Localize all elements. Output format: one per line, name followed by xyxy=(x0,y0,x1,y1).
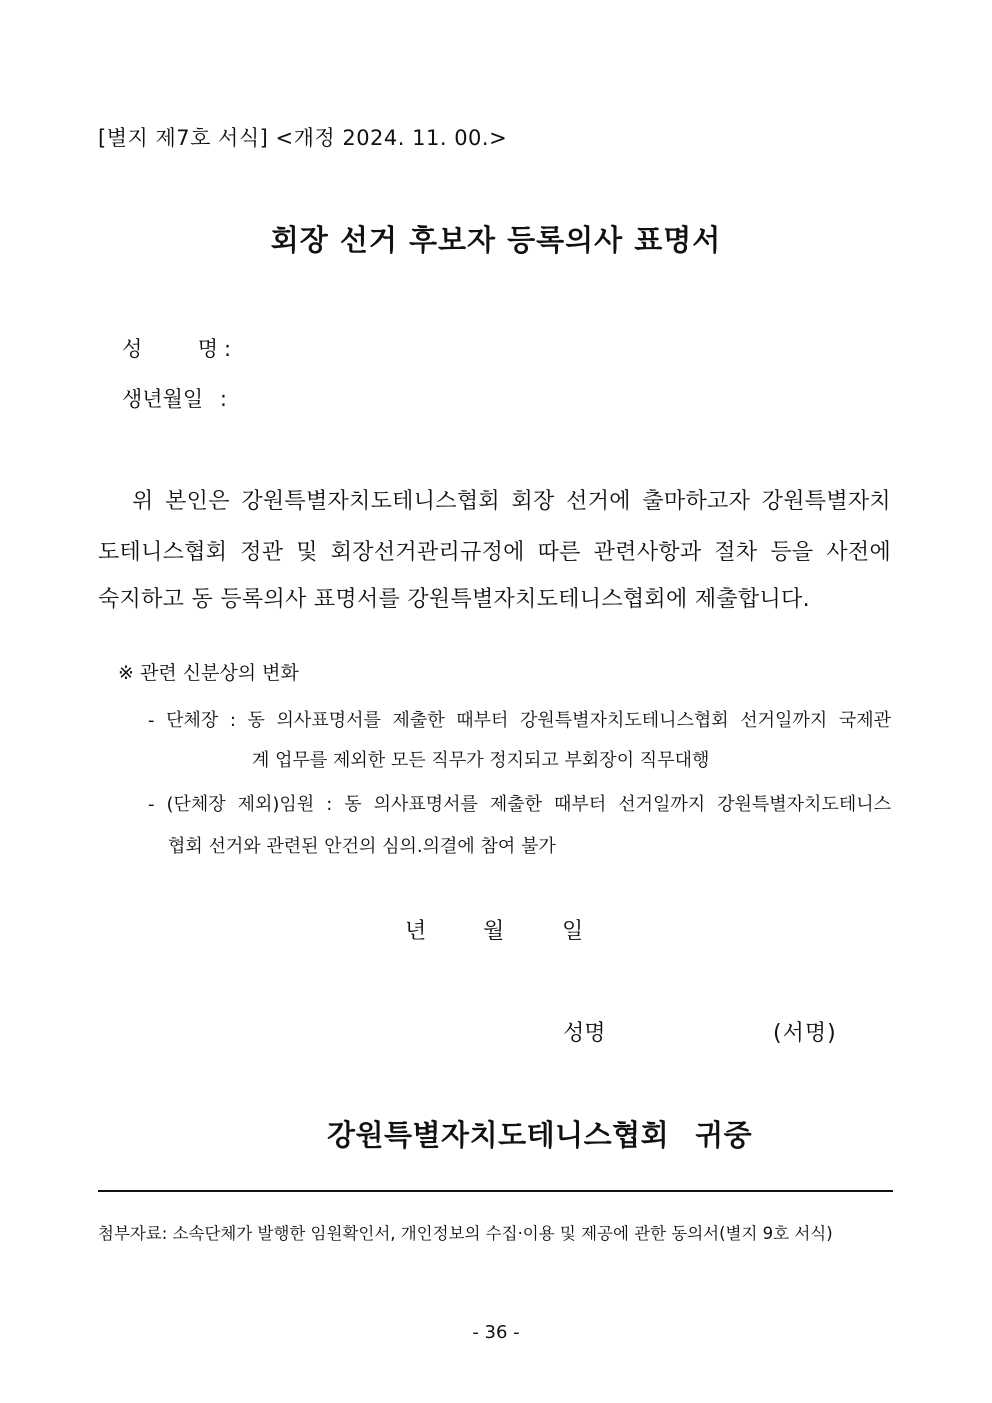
signature-name-label: 성명 xyxy=(563,1021,606,1046)
page-number: - 36 - xyxy=(472,1322,520,1343)
declaration-line-2: 도테니스협회 정관 및 회장선거관리규정에 따른 관련사항과 절차 등을 사전에 xyxy=(98,540,891,565)
date-month-label: 월 xyxy=(483,919,505,944)
form-reference: [별지 제7호 서식] <개정 2024. 11. 00.> xyxy=(98,126,508,150)
signature-seal-label: (서명) xyxy=(773,1021,837,1046)
date-day-label: 일 xyxy=(562,919,584,944)
note-item-2-line-1: - (단체장 제외)임원 : 동 의사표명서를 제출한 때부터 선거일까지 강원특별자치도테니스 xyxy=(148,794,891,815)
note-item-1-line-2: 계 업무를 제외한 모든 직무가 정지되고 부회장이 직무대행 xyxy=(252,750,710,771)
birthdate-colon: : xyxy=(219,387,227,411)
birthdate-field xyxy=(122,383,227,413)
birthdate-label: 생년월일 xyxy=(122,387,204,411)
recipient xyxy=(327,1113,752,1154)
notes-heading: ※ 관련 신분상의 변화 xyxy=(118,662,299,684)
declaration-line-3: 숙지하고 동 등록의사 표명서를 강원특별자치도테니스협회에 제출합니다. xyxy=(98,587,810,612)
attachment-note: 첨부자료: 소속단체가 발행한 임원확인서, 개인정보의 수집·이용 및 제공에 관한 동의서(별지 9호 서식) xyxy=(98,1224,833,1243)
name-label xyxy=(122,333,218,363)
document-title: 회장 선거 후보자 등록의사 표명서 xyxy=(270,223,722,257)
note-item-1-line-1: - 단체장 : 동 의사표명서를 제출한 때부터 강원특별자치도테니스협회 선거일까지 국제관 xyxy=(148,710,891,731)
recipient-honorific: 귀중 xyxy=(695,1118,753,1152)
date-year-label: 년 xyxy=(405,919,427,944)
declaration-line-1: 위 본인은 강원특별자치도테니스협회 회장 선거에 출마하고자 강원특별자치 xyxy=(132,489,891,514)
note-item-2-line-2: 협회 선거와 관련된 안건의 심의.의결에 참여 불가 xyxy=(168,836,556,857)
name-label-char-1: 성 xyxy=(122,337,143,361)
recipient-org: 강원특별자치도테니스협회 xyxy=(327,1118,670,1152)
name-label-char-2: 명 xyxy=(197,337,218,361)
divider-line xyxy=(98,1190,893,1192)
name-colon: : xyxy=(224,337,232,361)
name-field xyxy=(122,333,231,363)
